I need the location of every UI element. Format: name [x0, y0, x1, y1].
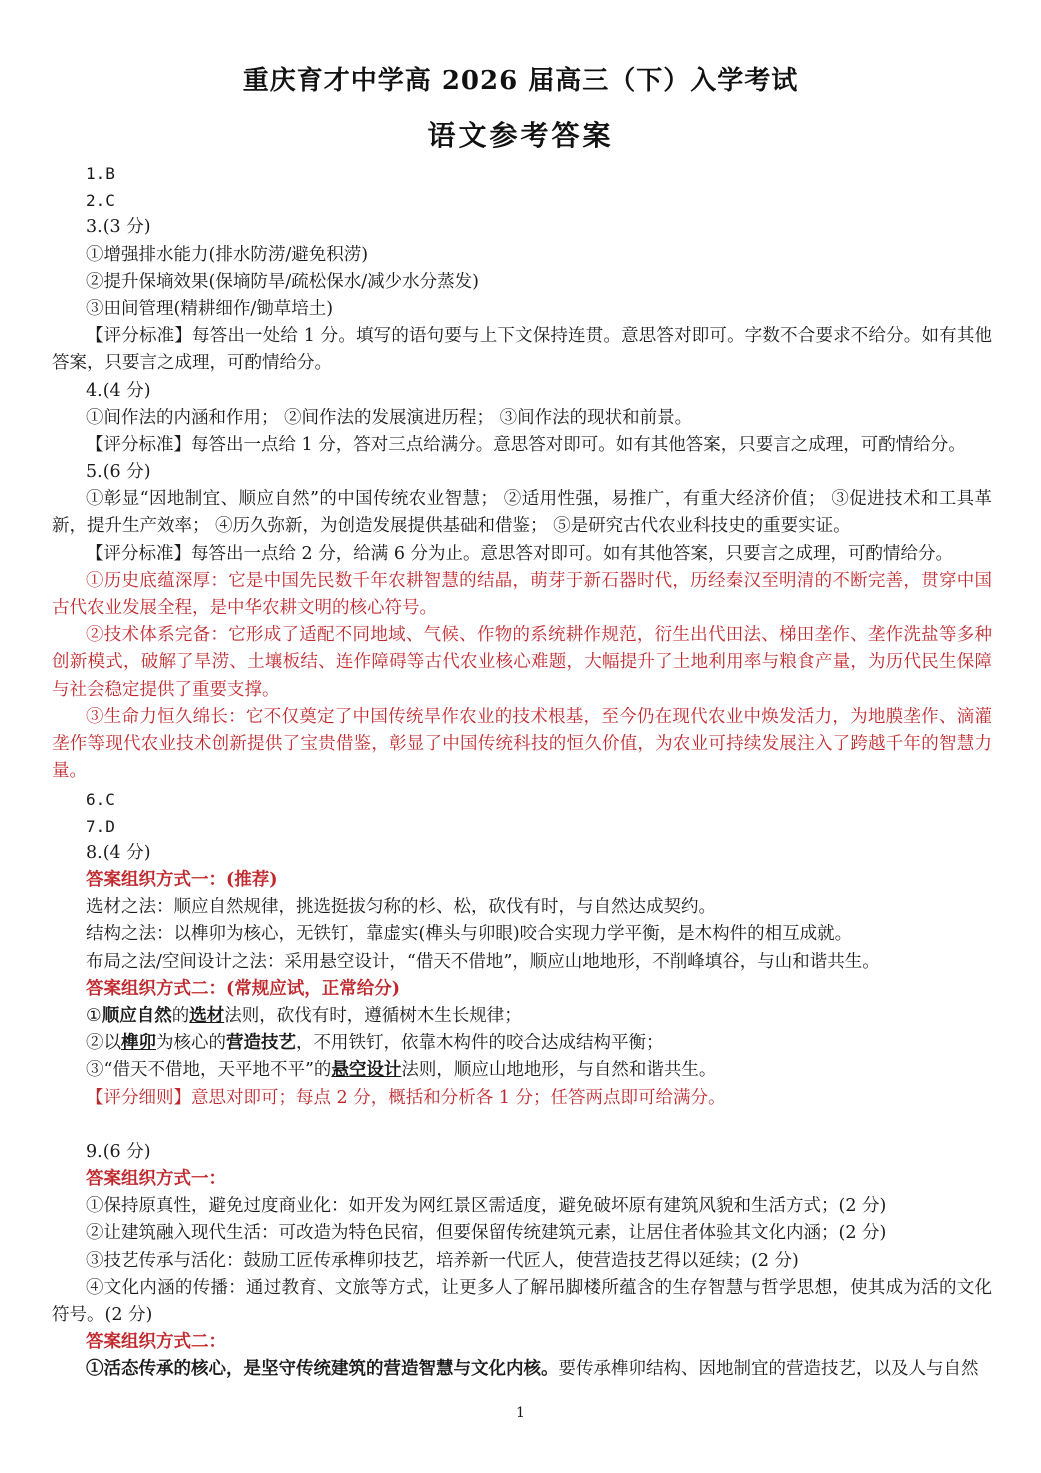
q3-item: ②提升保墒效果(保墒防旱/疏松保水/减少水分蒸发) — [86, 271, 479, 292]
q8-way2-item: ②以榫卯为核心的营造技艺，不用铁钉，依靠木构件的咬合达成结构平衡； — [86, 1033, 664, 1054]
q9-item: ③技艺传承与活化：鼓励工匠传承榫卯技艺，培养新一代匠人，使营造技艺得以延续；(2 分) — [86, 1250, 799, 1271]
q9-item: ①保持原真性，避免过度商业化：如开发为网红景区需适度，避免破坏原有建筑风貌和生活方式；(2 分) — [86, 1196, 887, 1217]
answer-q7: 7.D — [86, 816, 115, 836]
q3-scoring-standard: 【评分标准】每答出一处给 1 分。填写的语句要与上下文保持连贯。意思答对即可。字数不合要求不给分。如有其他答案，只要言之成理，可酌情给分。 — [52, 326, 992, 374]
q5-scoring-standard: 【评分标准】每答出一点给 2 分，给满 6 分为止。意思答对即可。如有其他答案，只要言之成理，可酌情给分。 — [86, 543, 954, 564]
answer-q8-head: 8.(4 分) — [86, 842, 151, 863]
q8-way1-item: 布局之法/空间设计之法：采用悬空设计，“借天不借地”，顺应山地地形，不削峰填谷，与山和谐共生。 — [86, 951, 880, 972]
answer-content — [52, 160, 992, 1383]
answer-q9-head: 9.(6 分) — [86, 1141, 151, 1162]
answer-q2: 2.C — [86, 191, 115, 211]
q8-way2-heading: 答案组织方式二：(常规应试，正常给分) — [86, 978, 401, 999]
answer-q4-head: 4.(4 分) — [86, 380, 151, 401]
q8-way1-item: 选材之法：顺应自然规律，挑选挺拔匀称的杉、松，砍伐有时，与自然达成契约。 — [86, 897, 716, 918]
q4-items: ①间作法的内涵和作用； ②间作法的发展演进历程； ③间作法的现状和前景。 — [86, 407, 693, 428]
q5-red-point: ③生命力恒久绵长：它不仅奠定了中国传统旱作农业的技术根基，至今仍在现代农业中焕发活力，为地膜垄作、滴灌垄作等现代农业技术创新提供了宝贵借鉴，彰显了中国传统科技的恒久价值，为农业可持续发展注入了跨越千年的智慧力量。 — [52, 706, 992, 782]
q3-item: ③田间管理(精耕细作/锄草培土) — [86, 298, 334, 319]
q9-item: ②让建筑融入现代生活：可改造为特色民宿，但要保留传统建筑元素，让居住者体验其文化内涵；(2 分) — [86, 1223, 887, 1244]
page-subtitle: 语文参考答案 — [427, 119, 614, 152]
q9-way2-item: ①活态传承的核心，是坚守传统建筑的营造智慧与文化内核。要传承榫卯结构、因地制宜的营造技艺，以及人与自然 — [86, 1359, 979, 1380]
q9-item: ④文化内涵的传播：通过教育、文旅等方式，让更多人了解吊脚楼所蕴含的生存智慧与哲学思想，使其成为活的文化符号。(2 分) — [52, 1277, 992, 1325]
q8-way1-heading: 答案组织方式一：(推荐) — [86, 870, 278, 891]
q9-way2-heading: 答案组织方式二： — [86, 1332, 226, 1353]
answer-q1: 1.B — [86, 164, 115, 183]
q5-red-point: ①历史底蕴深厚：它是中国先民数千年农耕智慧的结晶，萌芽于新石器时代，历经秦汉至明清的不断完善，贯穿中国古代农业发展全程，是中华农耕文明的核心符号。 — [52, 570, 992, 619]
q4-scoring-standard: 【评分标准】每答出一点给 1 分，答对三点给满分。意思答对即可。如有其他答案，只要言之成理，可酌情给分。 — [86, 434, 966, 455]
q8-scoring-detail: 【评分细则】意思对即可；每点 2 分，概括和分析各 1 分；任答两点即可给满分。 — [86, 1087, 726, 1108]
q5-items: ①彰显“因地制宜、顺应自然”的中国传统农业智慧； ②适用性强，易推广，有重大经济价值； ③促进技术和工具革新，提升生产效率； ④历久弥新，为创造发展提供基础和借鉴； ⑤是研究古代农业科技史的重要实证。 — [52, 489, 992, 537]
page-title: 重庆育才中学高 2026 届高三（下）入学考试 — [242, 66, 799, 96]
q3-item: ①增强排水能力(排水防涝/避免积涝) — [86, 244, 369, 265]
q9-way1-heading: 答案组织方式一： — [86, 1168, 226, 1189]
answer-q6: 6.C — [86, 789, 115, 809]
page-number: 1 — [516, 1405, 525, 1421]
q8-way2-item: ③“借天不借地，天平地不平”的悬空设计法则，顺应山地地形，与自然和谐共生。 — [86, 1060, 717, 1081]
answer-q3-head: 3.(3 分) — [86, 217, 151, 238]
spacer — [52, 1112, 992, 1139]
q8-way1-item: 结构之法：以榫卯为核心，无铁钉，靠虚实(榫头与卯眼)咬合实现力学平衡，是木构件的相互成就。 — [86, 924, 853, 945]
q5-red-point: ②技术体系完备：它形成了适配不同地域、气候、作物的系统耕作规范，衍生出代田法、梯田垄作、垄作洗盐等多种创新模式，破解了旱涝、土壤板结、连作障碍等古代农业核心难题，大幅提升了土地利用率与粮食产量，为历代民生保障与社会稳定提供了重要支撑。 — [52, 625, 992, 700]
answer-q5-head: 5.(6 分) — [86, 462, 151, 483]
q8-way2-item: ①顺应自然的选材法则，砍伐有时，遵循树木生长规律； — [86, 1006, 522, 1026]
